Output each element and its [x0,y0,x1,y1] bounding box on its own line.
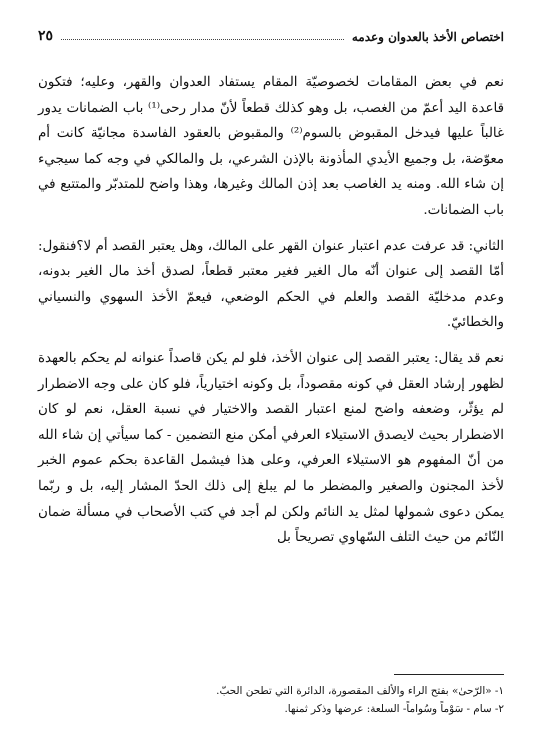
book-page [38,22,504,722]
footnote-divider [394,674,504,675]
footnote-1: ١- «الرّحىٰ» بفتح الراء والألف المقصورة، الدائرة التي تطحن الحبّ. [216,685,504,697]
paragraph-1: نعم في بعض المقامات لخصوصيّة المقام يستفاد العدوان والقهر، وعليه؛ فتكون قاعدة اليد أعمّ من الغصب، بل وهو كذلك قطعاً لأنّ مدار رحى⁽¹⁾ باب الضمانات يدور غالباً عليها فيدخل المقبوض بالسوم⁽²⁾ والمقبوض بالعقود الفاسدة مجانيّة كانت أم معوّضة، بل وجميع الأيدي المأذونة بالإذن الشرعي، بل والمالكي في وجه كما سيجيء إن شاء الله. ومنه يد الغاصب بعد إذن المالك وغيرها، وهذا واضح للمتدبّر والمتتبع في باب الضمانات. [38,75,504,218]
footnotes [38,682,504,718]
header-dotted-leader [61,38,344,40]
paragraph-3: نعم قد يقال: يعتبر القصد إلى عنوان الأخذ، فلو لم يكن قاصداً عنوانه لم يحكم بالعهدة لظهور إرشاد العقل في كونه مقصوداً، بل وكونه اختيارياً، فلو كان على وجه الاضطرار لم يؤثّر، وضعفه واضح لمنع اعتبار القصد والاختيار في نسبة العقل، نعم لو كان الاضطرار بحيث لايصدق الاستيلاء العرفي أمكن منع التضمين - كما سيأتي إن شاء الله من أنّ المفهوم هو الاستيلاء العرفي، وعلى هذا فيشمل القاعدة بحكم عموم الخبر لأخذ المجنون والصغير والمضطر ما لم يبلغ إلى ذلك الحدّ المشار إليه، بل و ربّما يمكن دعوى شمولها لمثل يد النائم ولكن لم أجد في كتب الأصحاب في مسألة ضمان النّائم من حيث التلف السّهاوي تصريحاً بل [38,350,504,546]
page-number: ٢٥ [38,28,54,44]
footnote-2: ٢- سام - سَوْماً وسُواماً- السلعة: عرضها وذكر ثمنها. [284,703,504,715]
paragraph-2: الثاني: قد عرفت عدم اعتبار عنوان القهر على المالك، وهل يعتبر القصد أم لا؟فنقول: أمّا القصد إلى عنوان أنّه مال الغير فغير معتبر قطعاً، لصدق أخذ مال الغير بدونه، وعدم مدخليّة القصد والعلم في الحكم الوضعي، فيعمّ الأخذ السهوي والنسياني والخطائيّ. [38,238,504,331]
main-text [38,70,504,555]
running-title: اختصاص الأخذ بالعدوان وعدمه [351,30,504,44]
page-header [38,22,504,44]
